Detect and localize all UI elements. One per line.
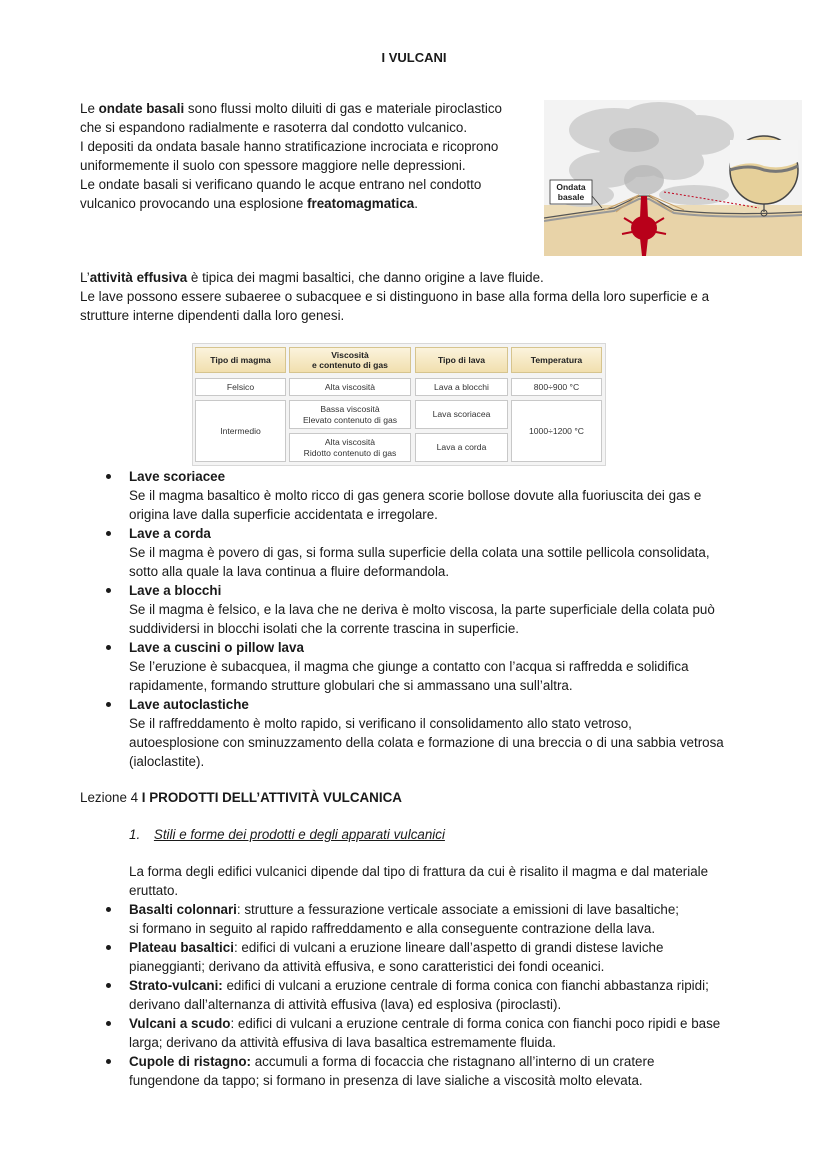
effusive-line: Le lave possono essere subaeree o subacquee e si distinguono in base alla forma della loro superficie e a bbox=[80, 289, 710, 304]
list-item bbox=[129, 900, 809, 938]
section-number: 1. bbox=[129, 827, 141, 842]
table-cell: 800÷900 °C bbox=[511, 378, 602, 396]
list-item-title: Lave autoclastiche bbox=[129, 697, 249, 712]
table-cell: 1000÷1200 °C bbox=[511, 400, 602, 462]
list-item-text: : edifici di vulcani a eruzione lineare dall’aspetto di grandi distese laviche bbox=[233, 940, 664, 955]
volcano-forms-list bbox=[129, 900, 809, 1090]
intro-line: I depositi da ondata basale hanno stratificazione incrociata e ricoprono bbox=[80, 139, 499, 154]
list-item-text: pianeggianti; derivano da attività effusiva, e sono caratteristici dei fondi oceanici. bbox=[129, 959, 605, 974]
header-viscosity-line1: Viscosità bbox=[331, 349, 369, 360]
lesson-heading bbox=[80, 788, 780, 807]
table-cell: Lava a blocchi bbox=[415, 378, 508, 396]
list-item-text: Se il magma è povero di gas, si forma sulla superficie della colata una sottile pellicola consolidata, bbox=[129, 545, 710, 560]
intro-line: che si espandono radialmente e rasoterra dal condotto vulcanico. bbox=[80, 120, 468, 135]
list-item-text: Se il magma basaltico è molto ricco di gas genera scorie bollose dovute alla fuoriuscita dei gas e bbox=[129, 488, 702, 503]
bullet-icon bbox=[106, 531, 111, 536]
cell-line: Alta viscosità bbox=[324, 437, 376, 447]
table-header-magma: Tipo di magma bbox=[195, 347, 286, 373]
table-cell: Intermedio bbox=[195, 400, 286, 462]
table-cell: Lava scoriacea bbox=[415, 400, 508, 429]
list-item-text: larga; derivano da attività effusiva di lava basaltica estremamente fluida. bbox=[129, 1035, 557, 1050]
effusive-line: strutture interne dipendenti dalla loro genesi. bbox=[80, 308, 345, 323]
intro-line: vulcanico provocando una esplosione freatomagmatica. bbox=[80, 196, 418, 211]
bullet-icon bbox=[106, 1059, 111, 1064]
table-header-lava: Tipo di lava bbox=[415, 347, 508, 373]
intro-line: Le ondate basali sono flussi molto diluiti di gas e materiale piroclastico bbox=[80, 101, 503, 116]
list-item bbox=[129, 976, 809, 1014]
table-cell: Felsico bbox=[195, 378, 286, 396]
bullet-icon bbox=[106, 645, 111, 650]
volcano-drawing bbox=[544, 100, 802, 256]
list-item-term: Strato-vulcani: bbox=[129, 978, 223, 993]
intro-line: Le ondate basali si verificano quando le acque entrano nel condotto bbox=[80, 177, 482, 192]
effusive-paragraph bbox=[80, 268, 780, 325]
list-item-text: (ialoclastite). bbox=[129, 754, 205, 769]
list-item-term: Vulcani a scudo bbox=[129, 1016, 231, 1031]
list-item bbox=[129, 938, 809, 976]
figure-label-line2: basale bbox=[557, 192, 585, 202]
list-item-text: derivano dall’alternanza di attività effusiva (lava) ed esplosiva (piroclasti). bbox=[129, 997, 562, 1012]
lava-table bbox=[192, 343, 606, 466]
section-title: Stili e forme dei prodotti e degli apparati vulcanici bbox=[153, 827, 445, 842]
intro-paragraph bbox=[80, 99, 540, 213]
bullet-icon bbox=[106, 702, 111, 707]
list-item-text: fungendone da tappo; si formano in presenza di lave sialiche a viscosità molto elevata. bbox=[129, 1073, 643, 1088]
table-cell bbox=[289, 433, 411, 462]
intro-line: uniformemente il suolo con spessore maggiore nelle depressioni. bbox=[80, 158, 466, 173]
table-cell bbox=[289, 400, 411, 429]
list-item bbox=[129, 1014, 809, 1052]
effusive-line: L’attività effusiva è tipica dei magmi basaltici, che danno origine a lave fluide. bbox=[80, 270, 544, 285]
bullet-icon bbox=[106, 1021, 111, 1026]
list-item bbox=[129, 524, 809, 581]
bullet-icon bbox=[106, 588, 111, 593]
list-item bbox=[129, 581, 809, 638]
list-item bbox=[129, 467, 809, 524]
list-item-text: autoesplosione con sminuzzamento della colata e formazione di una breccia o di una sabbia vetrosa bbox=[129, 735, 724, 750]
cell-line: Bassa viscosità bbox=[320, 404, 380, 414]
forms-intro-line: eruttato. bbox=[129, 883, 179, 898]
base-surge-illustration bbox=[544, 100, 802, 256]
list-item-text: Se il raffreddamento è molto rapido, si verificano il consolidamento allo stato vetroso, bbox=[129, 716, 632, 731]
list-item-text: : edifici di vulcani a eruzione centrale di forma conica con fianchi poco ripidi e base bbox=[230, 1016, 721, 1031]
table-cell: Alta viscosità bbox=[289, 378, 411, 396]
list-item-text: rapidamente, formando strutture globulari che si ammassano una sull’altra. bbox=[129, 678, 573, 693]
cell-line: Elevato contenuto di gas bbox=[302, 414, 398, 425]
list-item bbox=[129, 638, 809, 695]
list-item-text: Se il magma è felsico, e la lava che ne deriva è molto viscosa, la parte superficiale della colata può bbox=[129, 602, 715, 617]
list-item-text: suddividersi in blocchi isolati che la corrente trascina in superficie. bbox=[129, 621, 520, 636]
table-header-viscosity bbox=[289, 347, 411, 373]
bullet-icon bbox=[106, 945, 111, 950]
list-item-text: si formano in seguito al rapido raffreddamento e alla conseguente contrazione della lava. bbox=[129, 921, 656, 936]
header-viscosity-line2: e contenuto di gas bbox=[312, 360, 388, 370]
list-item-title: Lave a cuscini o pillow lava bbox=[129, 640, 304, 655]
list-item-title: Lave a blocchi bbox=[129, 583, 222, 598]
bullet-icon bbox=[106, 983, 111, 988]
list-item-term: Cupole di ristagno: bbox=[129, 1054, 251, 1069]
bullet-icon bbox=[106, 474, 111, 479]
lesson-number: Lezione 4 bbox=[80, 790, 142, 805]
list-item-title: Lave a corda bbox=[129, 526, 211, 541]
list-item bbox=[129, 695, 809, 771]
section-heading bbox=[129, 825, 729, 844]
bullet-icon bbox=[106, 907, 111, 912]
list-item-text: sotto alla quale la lava continua a fluire deformandola. bbox=[129, 564, 450, 579]
cell-line: Ridotto contenuto di gas bbox=[303, 447, 397, 458]
list-item-term: Plateau basaltici bbox=[129, 940, 234, 955]
list-item-text: accumuli a forma di focaccia che ristagnano all’interno di un cratere bbox=[251, 1054, 655, 1069]
table-cell: Lava a corda bbox=[415, 433, 508, 462]
list-item-text: : strutture a fessurazione verticale associate a emissioni di lave basaltiche; bbox=[236, 902, 680, 917]
page-title: I VULCANI bbox=[381, 50, 447, 65]
forms-intro bbox=[129, 862, 809, 900]
list-item-text: Se l’eruzione è subacquea, il magma che giunge a contatto con l’acqua si raffredda e solidifica bbox=[129, 659, 689, 674]
list-item-text: edifici di vulcani a eruzione centrale di forma conica con fianchi abbastanza ripidi; bbox=[222, 978, 709, 993]
table-header-temperature: Temperatura bbox=[511, 347, 602, 373]
lava-types-list bbox=[129, 467, 809, 771]
list-item-text: origina lave dalla superficie accidentata e irregolare. bbox=[129, 507, 438, 522]
list-item-title: Lave scoriacee bbox=[129, 469, 226, 484]
list-item-term: Basalti colonnari bbox=[129, 902, 237, 917]
forms-intro-line: La forma degli edifici vulcanici dipende dal tipo di frattura da cui è risalito il magma e dal materiale bbox=[129, 864, 709, 879]
figure-label-line1: Ondata bbox=[556, 182, 586, 192]
list-item bbox=[129, 1052, 809, 1090]
lesson-title: I PRODOTTI DELL’ATTIVITÀ VULCANICA bbox=[141, 790, 402, 805]
